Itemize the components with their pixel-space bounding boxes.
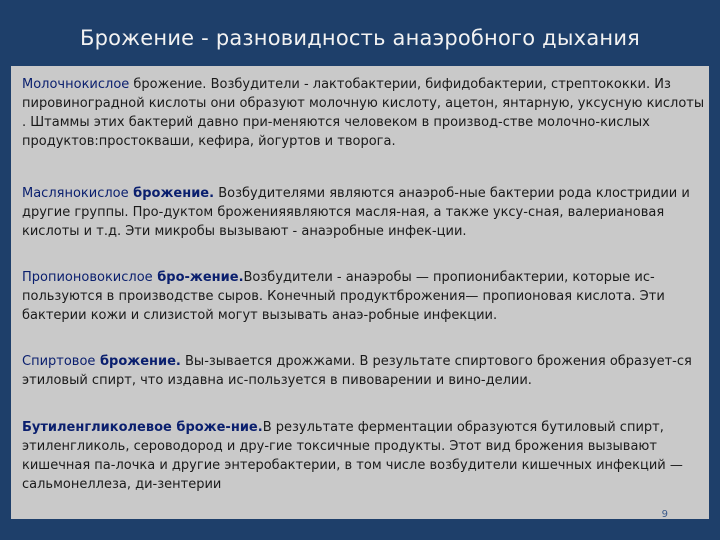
term-alcoholic-rest: брожение. xyxy=(95,354,181,369)
paragraph-lactic-fermentation xyxy=(22,75,712,151)
term-propionic-rest: бро-жение. xyxy=(152,270,244,285)
paragraph-butyric-fermentation xyxy=(22,184,712,241)
paragraph-alcoholic-fermentation xyxy=(22,352,712,390)
body-alcoholic: Вы-зывается дрожжами. В результате спиртового брожения образует-ся этиловый спирт, что издавна ис-пользуется в пивоварении и вино-делии. xyxy=(22,354,692,388)
term-lactic-rest: брожение. xyxy=(129,77,207,92)
content-panel xyxy=(11,66,709,519)
term-butyric: Маслянокислое xyxy=(22,186,129,201)
slide-title: Брожение - разновидность анаэробного дыхания xyxy=(79,26,640,50)
body-butyric: Возбудителями являются анаэроб-ные бактерии рода клостридии и другие группы. Про-дуктом броженияявляются масля-ная, а также уксу-сная, валериановая кислоты и т.д. Эти микробы вызывают - анаэробные инфек-ции. xyxy=(22,186,690,239)
paragraph-propionic-fermentation xyxy=(22,268,712,325)
body-lactic: Возбудители - лактобактерии, бифидобактерии, стрептококки. Из пировиноградной кислоты они образуют молочную кислоту, ацетон, янтарную, уксусную кислоты . Штаммы этих бактерий давно при-меняются человеком в производ-стве молочно-кислых продуктов:простокваши, кефира, йогуртов и творога. xyxy=(22,77,705,149)
page-number: 9 xyxy=(661,509,668,520)
term-butyric-rest: брожение. xyxy=(128,186,215,201)
paragraph-butylene-glycol-fermentation xyxy=(22,418,712,494)
term-butylene-glycol-rest: броже-ние. xyxy=(171,420,263,435)
term-butylene-glycol: Бутиленгликолевое xyxy=(22,420,172,435)
term-alcoholic: Спиртовое xyxy=(22,354,96,369)
body-propionic: Возбудители - анаэробы — пропионибактерии, которые ис-пользуются в производстве сыров. Конечный продуктброжения— пропионовая кислота. Эти бактерии кожи и слизистой могут вызывать анаэ-робные инфекции. xyxy=(22,270,665,323)
term-lactic: Молочнокислое xyxy=(22,77,130,92)
term-propionic: Пропионовокислое xyxy=(22,270,153,285)
body-butylene-glycol: В результате ферментации образуются бутиловый спирт, этиленгликоль, сероводород и дру-гие токсичные продукты. Этот вид брожения вызывают кишечная па-лочка и другие энтеробактерии, в том числе возбудители кишечных инфекций — сальмонеллеза, ди-зентерии xyxy=(22,420,683,492)
